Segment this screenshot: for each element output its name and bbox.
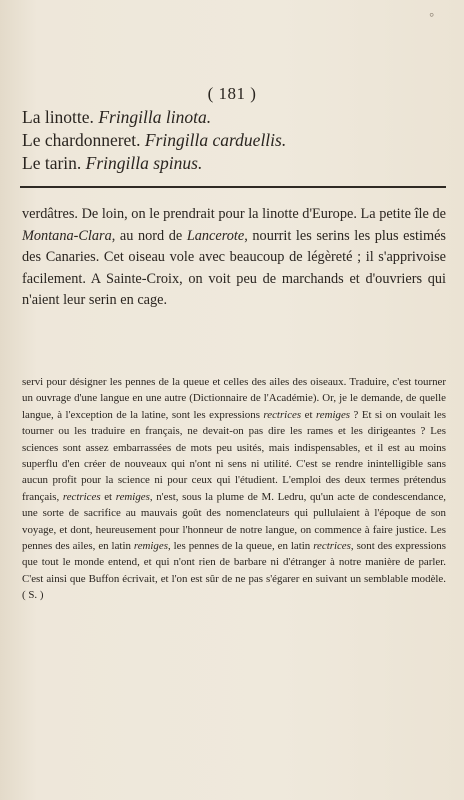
text-run: , nourrit les serins les plus estimés des Canaries. Cet oiseau vole avec beaucoup de légèreté ; il s'apprivoise facilement. A Sainte-Croix, on voit peu de marchands et d'ouvriers qui n'aient leur serin en cage. [22, 227, 446, 308]
footnote-paragraph [22, 374, 446, 604]
species-latin-name: Fringilla spinus. [85, 153, 203, 173]
text-run: ? Et si on voulait les tourner ou les traduire en français, ne devait-on pas dire les rames et les dirigeantes ? Les sciences sont assez embarrassées de mots peu usités, mais indispensables, et il est au moins superflu d'en créer de nouveaux qui n'ont ni sens ni utilité. C'est se rendre inintelligible sans aucun profit pour la science ni pour ceux qui l'étudient. L'emploi des deux termes prétendus français, [22, 408, 446, 503]
section-divider [20, 186, 446, 188]
text-run: et [301, 408, 316, 421]
text-run: verdâtres. De loin, on le prendrait pour la linotte d'Europe. La petite île de [22, 206, 446, 222]
corner-mark: ° [429, 10, 434, 24]
page-number: ( 181 ) [207, 84, 257, 103]
text-run: , les pennes de la queue, en latin [167, 540, 314, 553]
text-run: servi pour désigner les pennes de la queue et celles des ailes des oiseaux. Traduire, c'est tourner un ouvrage d'une langue en une autre (Dictionnaire de l'Académie). Or, je le demande, de quelle langue, à l'exception de la latine, sont les expressions [22, 376, 446, 421]
text-run: , sont des expressions que tout le monde entend, et qui n'ont rien de barbare ni d'étranger à notre manière de parler. C'est ainsi que Buffon écrivait, et l'on est sûr de ne pas s'égarer en suivant un semblable modèle. ( S. ) [22, 540, 446, 602]
term: rectrices [62, 490, 101, 503]
species-list [22, 106, 452, 175]
term: remiges [315, 408, 351, 421]
term: remiges [115, 490, 150, 503]
species-latin-name: Fringilla carduellis. [144, 130, 287, 150]
species-common-name: Le chardonneret. [22, 130, 141, 150]
term: rectrices [263, 408, 302, 421]
species-common-name: La linotte. [22, 107, 94, 127]
species-latin-name: Fringilla linota. [98, 107, 212, 127]
place-name: Montana-Clara [22, 227, 112, 244]
term: rectrices [313, 540, 351, 553]
text-run: et [100, 490, 116, 503]
species-item [22, 129, 452, 152]
body-paragraph [22, 204, 446, 312]
paragraph [22, 204, 446, 312]
species-item [22, 106, 452, 129]
place-name: Lancerote [186, 227, 245, 244]
text-run: , au nord de [111, 227, 187, 244]
species-item [22, 152, 452, 175]
term: remiges [133, 540, 168, 553]
text-run: , n'est, sous la plume de M. Ledru, qu'un acte de condescendance, une sorte de sacrifice au mauvais goût des nomenclateurs qui pullulaient à l'époque de son voyage, et dont, heureusement pour l'honneur de notre langue, on commence à faire justice. Les pennes des ailes, en latin [22, 490, 446, 553]
species-common-name: Le tarin. [22, 153, 82, 173]
footnote [22, 374, 446, 604]
